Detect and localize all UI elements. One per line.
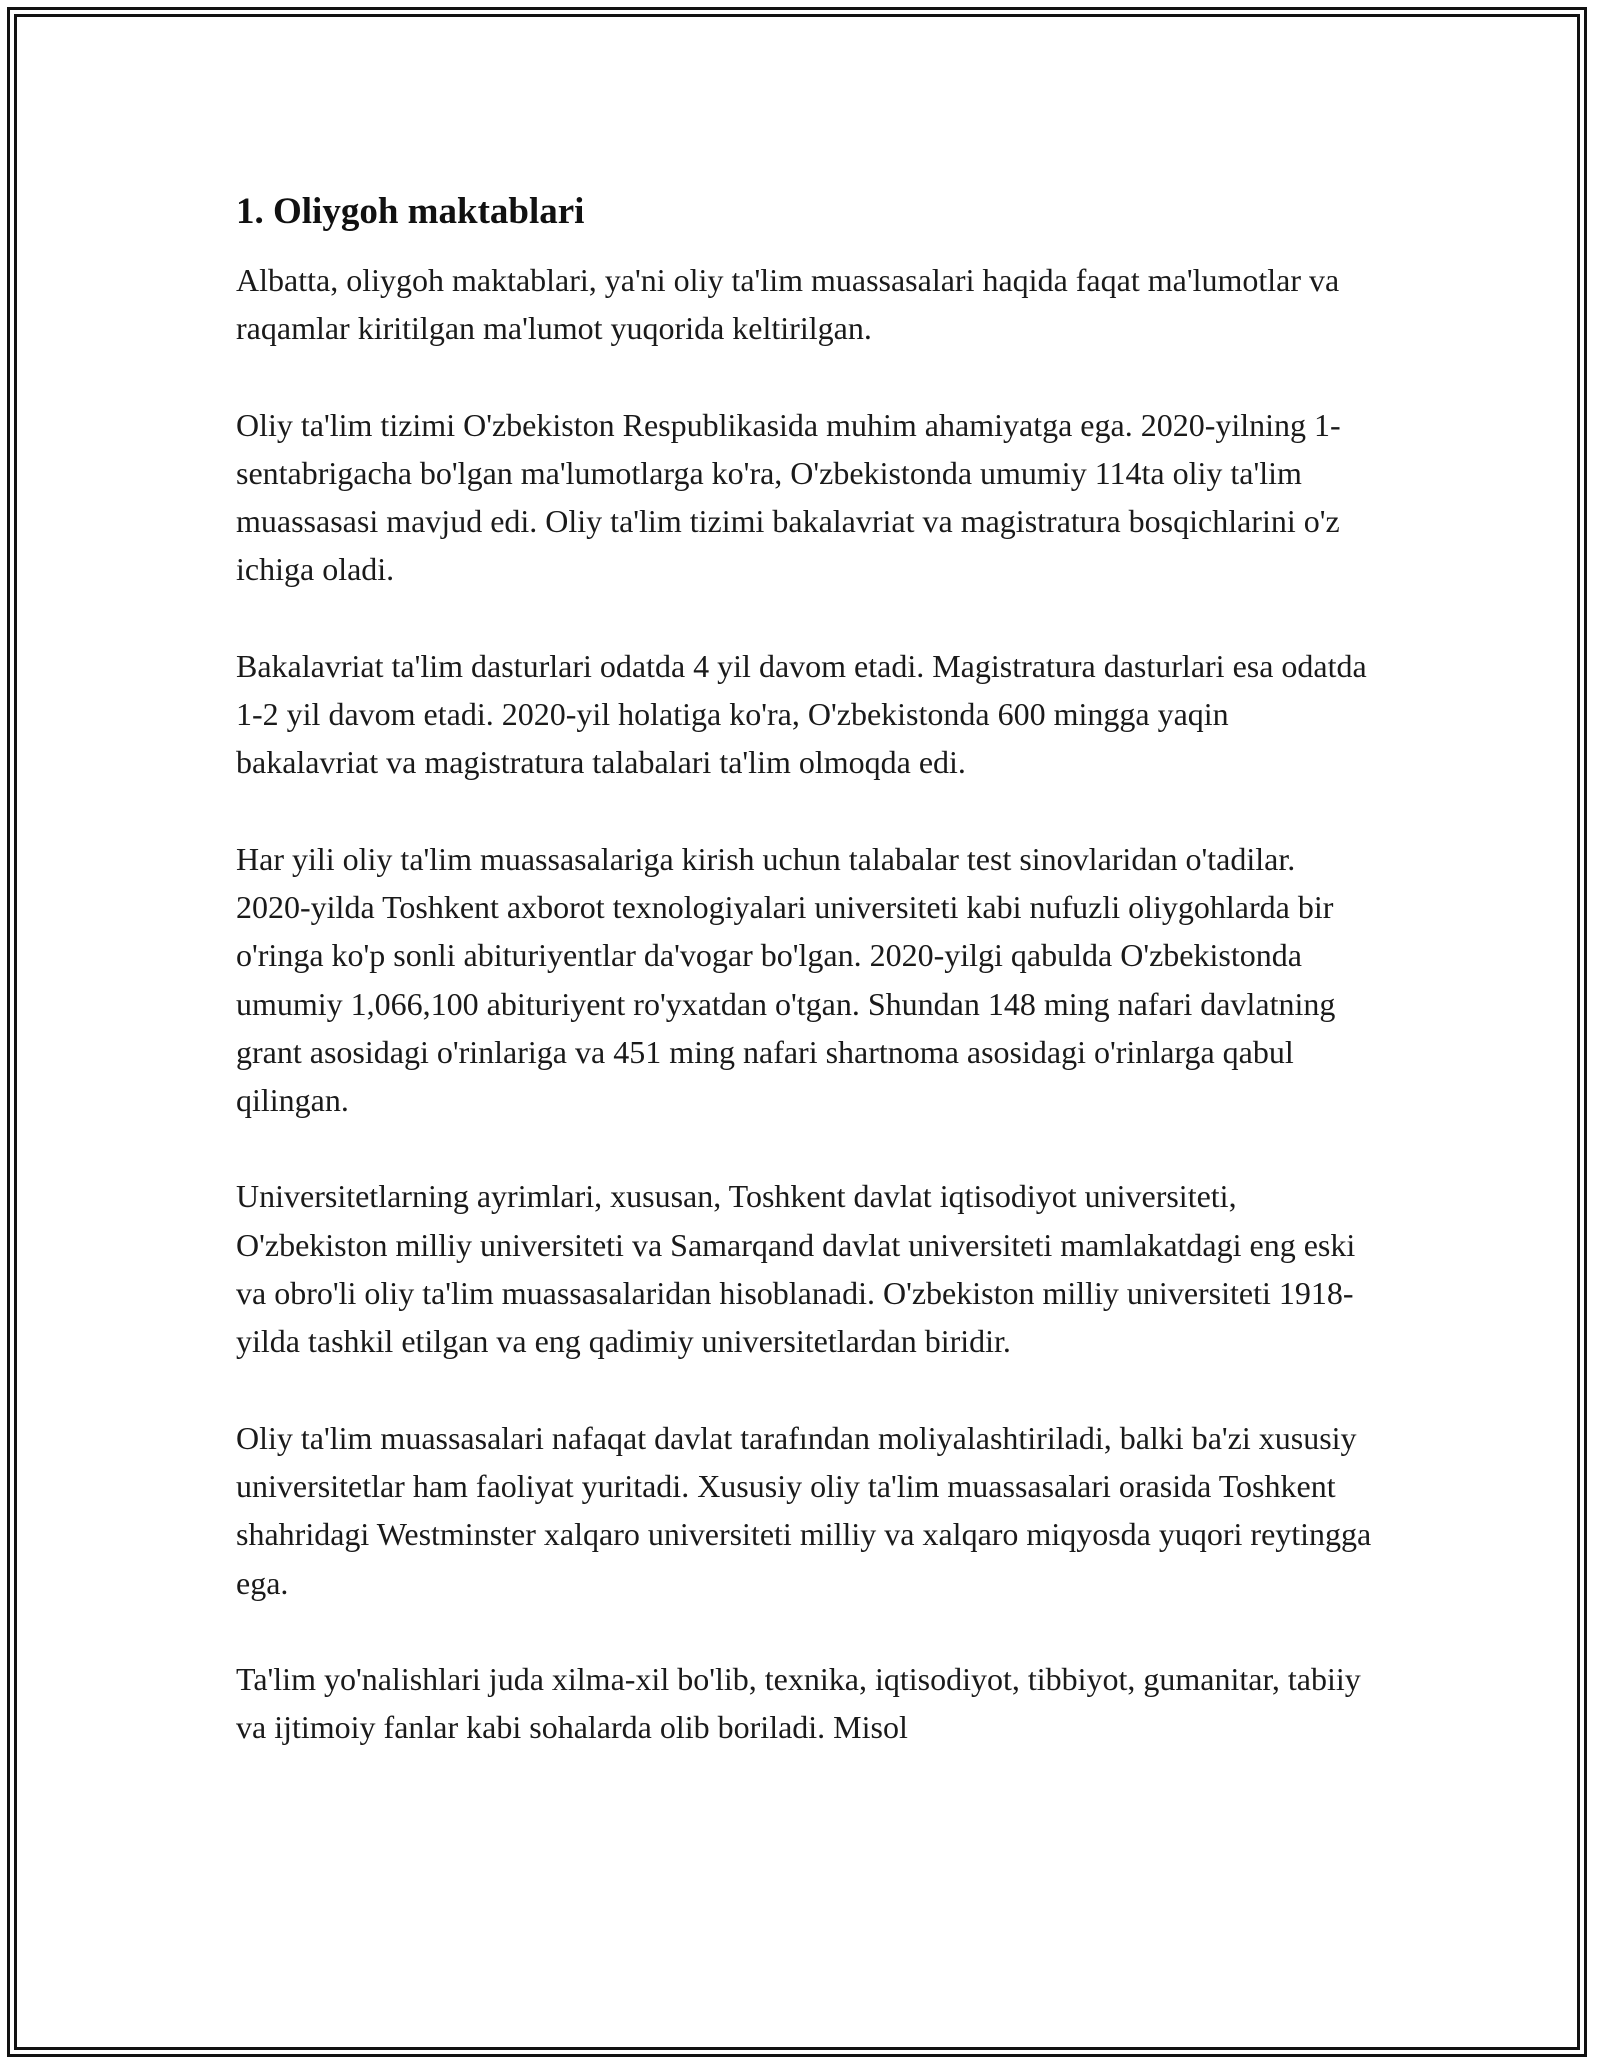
- paragraph-bachelor-master-programs: Bakalavriat ta'lim dasturlari odatda 4 yil davom etadi. Magistratura dasturlari esa odatda 1-2 yil davom etadi. 2020-yil holatiga ko'ra, O'zbekistonda 600 mingga yaqin bakalavriat va magistratura talabalari ta'lim olmoqda edi.: [236, 647, 1367, 781]
- paragraph-intro: Albatta, oliygoh maktablari, ya'ni oliy ta'lim muassasalari haqida faqat ma'lumotlar va raqamlar kiritilgan ma'lumot yuqorida keltirilgan.: [236, 262, 1340, 347]
- paragraph-oldest-universities: Universitetlarning ayrimlari, xususan, Toshkent davlat iqtisodiyot universiteti, O'zbekiston milliy universiteti va Samarqand davlat universiteti mamlakatdagi eng eski va obro'li oliy ta'lim muassasalaridan hisoblanadi. O'zbekiston milliy universiteti 1918-yilda tashkil etilgan va eng qadimiy universitetlardan biridir.: [236, 1178, 1356, 1360]
- document-body: [236, 188, 1376, 1799]
- section-heading: 1. Oliygoh maktablari: [236, 191, 585, 232]
- paragraph-study-fields: Ta'lim yo'nalishlari juda xilma-xil bo'lib, texnika, iqtisodiyot, tibbiyot, gumanitar, tabiiy va ijtimoiy fanlar kabi sohalarda olib boriladi. Misol: [236, 1660, 1361, 1746]
- paragraph-higher-education-system: Oliy ta'lim tizimi O'zbekiston Respublikasida muhim ahamiyatga ega. 2020-yilning 1-sentabrigacha bo'lgan ma'lumotlarga ko'ra, O'zbekistonda umumiy 114ta oliy ta'lim muassasasi mavjud edi. Oliy ta'lim tizimi bakalavriat va magistratura bosqichlarini o'z ichiga oladi.: [236, 406, 1341, 588]
- paragraph-admission: Har yili oliy ta'lim muassasalariga kirish uchun talabalar test sinovlaridan o'tadilar. 2020-yilda Toshkent axborot texnologiyalari universiteti kabi nufuzli oliygohlarda bir o'ringa ko'p sonli abituriyentlar da'vogar bo'lgan. 2020-yilgi qabulda O'zbekistonda umumiy 1,066,100 abituriyent ro'yxatdan o'tgan. Shundan 148 ming nafari davlatning grant asosidagi o'rinlariga va 451 ming nafari shartnoma asosidagi o'rinlarga qabul qilingan.: [236, 840, 1336, 1119]
- paragraph-private-universities: Oliy ta'lim muassasalari nafaqat davlat tarafından moliyalashtiriladi, balki ba'zi xususiy universitetlar ham faoliyat yuritadi. Xususiy oliy ta'lim muassasalari orasida Toshkent shahridagi Westminster xalqaro universiteti milliy va xalqaro miqyosda yuqori reytingga ega.: [236, 1419, 1372, 1601]
